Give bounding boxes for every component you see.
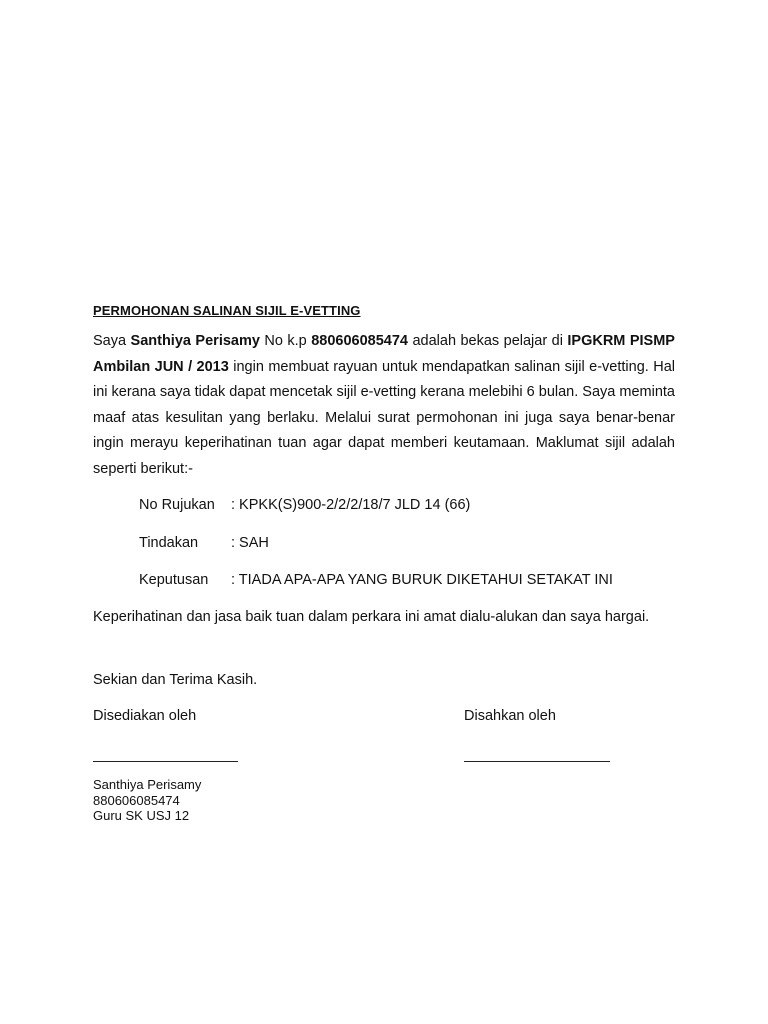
signer-name: Santhiya Perisamy <box>93 777 202 792</box>
detail-label: Tindakan <box>139 535 199 551</box>
detail-value: : SAH <box>231 535 269 551</box>
signer-position: Guru SK USJ 12 <box>93 808 190 823</box>
approved-by-label: Disahkan oleh <box>464 708 556 724</box>
applicant-name: Santhiya Perisamy <box>130 333 260 349</box>
detail-value: : KPKK(S)900-2/2/2/18/7 JLD 14 (66) <box>231 497 471 513</box>
thanks-line: Sekian dan Terima Kasih. <box>93 672 258 688</box>
detail-row-reference <box>139 495 470 515</box>
signer-ic: 880606085474 <box>93 792 180 808</box>
closing-paragraph: Keperihatinan dan jasa baik tuan dalam perkara ini amat dialu-alukan dan saya hargai. <box>93 609 650 625</box>
intro-text-4: ingin membuat rayuan untuk mendapatkan salinan sijil e-vetting. Hal ini kerana saya tidak dapat mencetak sijil e-vetting kerana melebihi 6 bulan. Saya meminta maaf atas kesulitan yang berlaku. Melalui surat permohonan ini juga saya benar-benar ingin merayu keperihatinan tuan agar dapat memberi keutamaan. Maklumat sijil adalah seperti berikut:- <box>93 358 676 477</box>
detail-row-action <box>139 533 269 553</box>
intro-text-2: No k.p <box>259 333 312 349</box>
approved-signature-line <box>464 761 610 762</box>
letter-title: PERMOHONAN SALINAN SIJIL E-VETTING <box>93 303 361 318</box>
detail-row-decision <box>139 570 613 590</box>
institution-name: IPGKRM PISMP Ambilan JUN / 2013 <box>93 333 675 375</box>
detail-label: Keputusan <box>139 572 209 588</box>
intro-paragraph <box>93 329 675 482</box>
intro-text-3: adalah bekas pelajar di <box>408 333 568 349</box>
intro-text-1: Saya <box>93 333 131 349</box>
detail-value: : TIADA APA-APA YANG BURUK DIKETAHUI SETAKAT INI <box>231 572 613 588</box>
prepared-signature-line <box>93 761 238 762</box>
prepared-by-label: Disediakan oleh <box>93 708 197 724</box>
detail-label: No Rujukan <box>139 497 215 513</box>
applicant-ic: 880606085474 <box>311 333 408 349</box>
signer-block <box>93 777 201 824</box>
